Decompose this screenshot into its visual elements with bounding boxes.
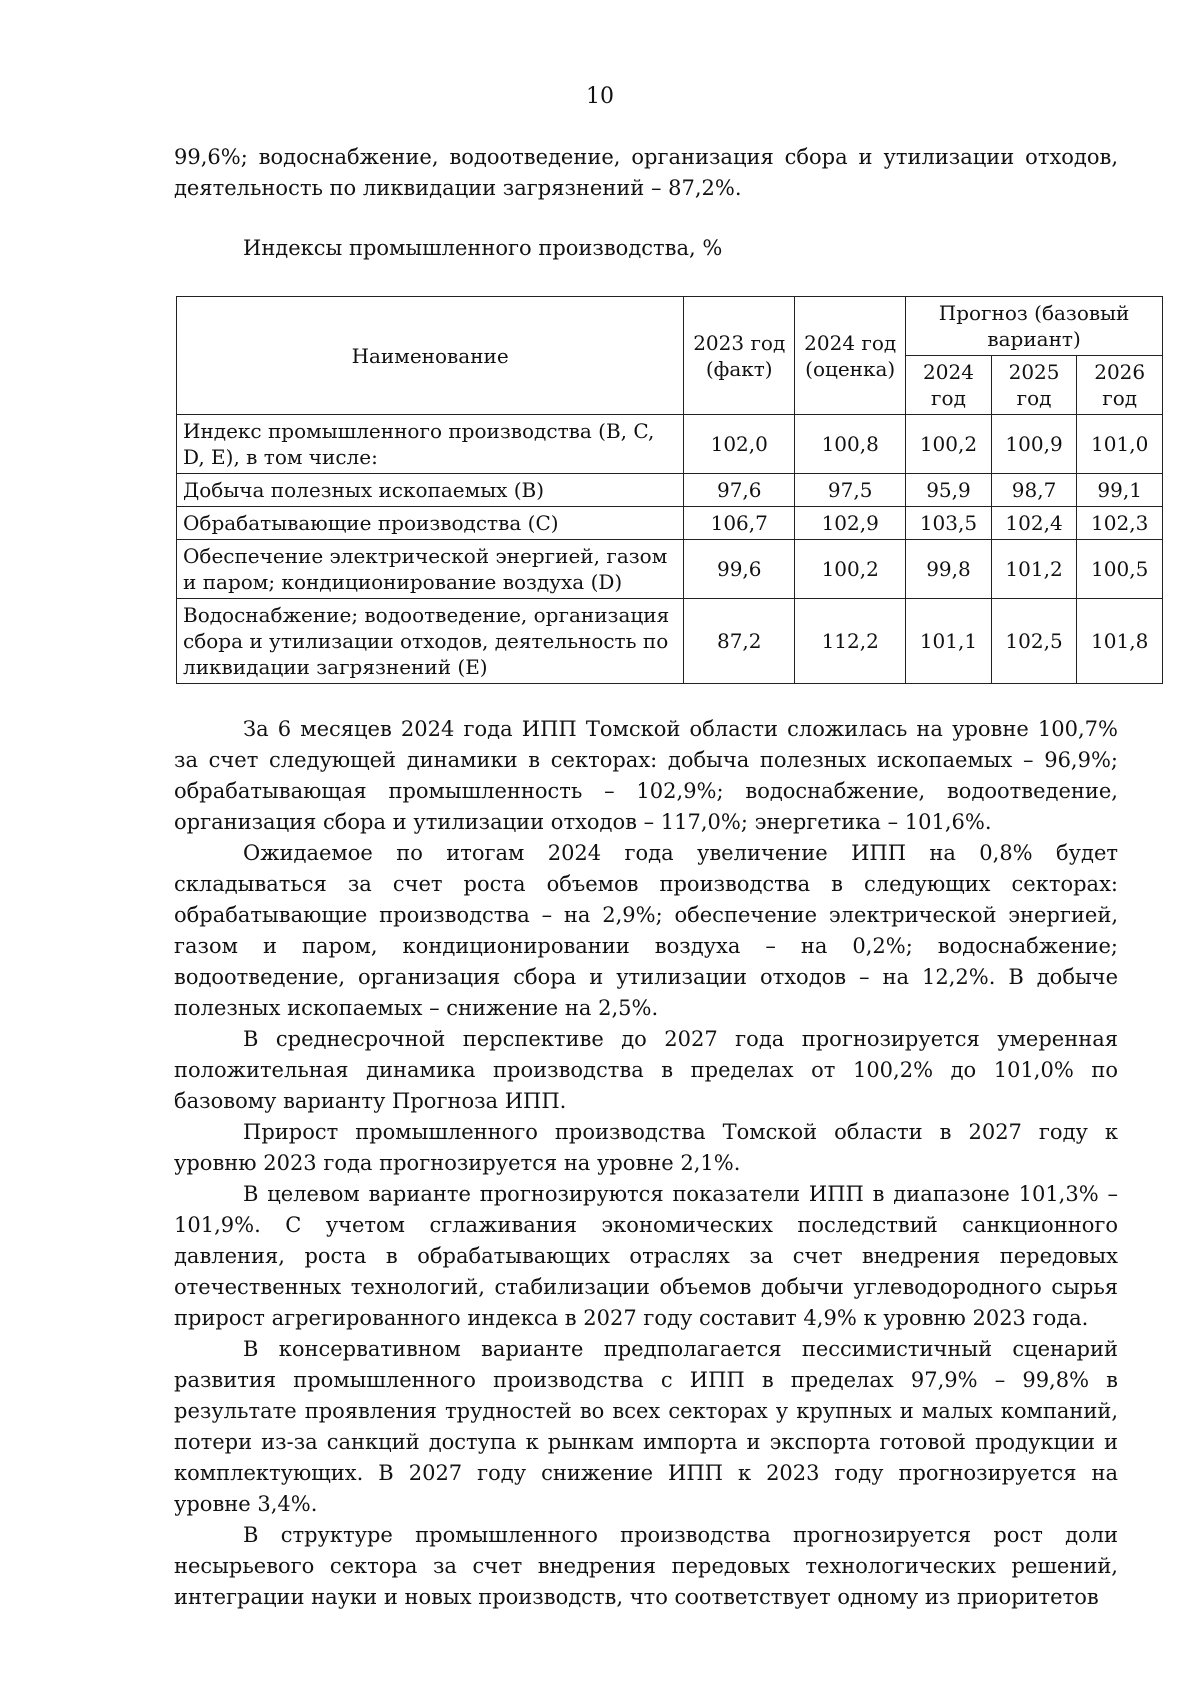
header-2023: 2023 год (факт) [684,297,795,415]
cell-2023: 102,0 [684,415,795,474]
cell-forecast-2025: 102,5 [991,599,1077,684]
row-name: Водоснабжение; водоотведение, организация сбора и утилизации отходов, деятельность по ликвидации загрязнений (E) [177,599,684,684]
body-paragraph: Ожидаемое по итогам 2024 года увеличение ИПП на 0,8% будет складываться за счет роста объемов производства в следующих секторах: обрабатывающие производства – на 2,9%; обеспечение электрической энергией, газом и паром, кондиционировании воздуха – на 0,2%; водоснабжение; водоотведение, организация сбора и утилизации отходов – на 12,2%. В добыче полезных ископаемых – снижение на 2,5%. [174,841,1118,1020]
cell-forecast-2025: 98,7 [991,474,1077,507]
row-name: Добыча полезных ископаемых (B) [177,474,684,507]
body-paragraph: Прирост промышленного производства Томской области в 2027 году к уровню 2023 года прогнозируется на уровне 2,1%. [174,1120,1118,1175]
cell-forecast-2024: 100,2 [906,415,992,474]
body-paragraph: В целевом варианте прогнозируются показатели ИПП в диапазоне 101,3% – 101,9%. С учетом сглаживания экономических последствий санкционного давления, роста в обрабатывающих отраслях за счет внедрения передовых отечественных технологий, стабилизации объемов добычи углеводородного сырья прирост агрегированного индекса в 2027 году составит 4,9% к уровню 2023 года. [174,1182,1118,1330]
cell-forecast-2025: 102,4 [991,507,1077,540]
table-caption: Индексы промышленного производства, % [243,236,723,260]
header-forecast-2024: 2024 год [906,356,992,415]
body-paragraph: В консервативном варианте предполагается пессимистичный сценарий развития промышленного производства с ИПП в пределах 97,9% – 99,8% в результате проявления трудностей во всех секторах у крупных и малых компаний, потери из-за санкций доступа к рынкам импорта и экспорта готовой продукции и комплектующих. В 2027 году снижение ИПП к 2023 году прогнозируется на уровне 3,4%. [174,1337,1118,1516]
cell-2024-estimate: 112,2 [795,599,906,684]
row-name: Обеспечение электрической энергией, газом и паром; кондиционирование воздуха (D) [177,540,684,599]
cell-2023: 87,2 [684,599,795,684]
cell-forecast-2024: 103,5 [906,507,992,540]
header-2024-estimate: 2024 год (оценка) [795,297,906,415]
cell-forecast-2025: 101,2 [991,540,1077,599]
cell-2023: 97,6 [684,474,795,507]
body-paragraph: За 6 месяцев 2024 года ИПП Томской области сложилась на уровне 100,7% за счет следующей динамики в секторах: добыча полезных ископаемых – 96,9%; обрабатывающая промышленность – 102,9%; водоснабжение, водоотведение, организация сбора и утилизации отходов – 117,0%; энергетика – 101,6%. [174,717,1118,834]
table-row [177,540,1163,599]
cell-forecast-2025: 100,9 [991,415,1077,474]
table-row [177,415,1163,474]
header-forecast-2026: 2026 год [1077,356,1163,415]
header-forecast-group: Прогноз (базовый вариант) [906,297,1163,356]
cell-forecast-2026: 102,3 [1077,507,1163,540]
cell-forecast-2026: 101,8 [1077,599,1163,684]
table-row [177,474,1163,507]
header-name: Наименование [177,297,684,415]
cell-forecast-2024: 95,9 [906,474,992,507]
page-number: 10 [586,84,614,109]
cell-forecast-2026: 100,5 [1077,540,1163,599]
cell-2023: 99,6 [684,540,795,599]
table-header-row [177,297,1163,356]
row-name: Индекс промышленного производства (B, C, D, E), в том числе: [177,415,684,474]
cell-forecast-2024: 99,8 [906,540,992,599]
cell-2024-estimate: 100,2 [795,540,906,599]
cell-2023: 106,7 [684,507,795,540]
cell-2024-estimate: 102,9 [795,507,906,540]
body-paragraph: В структуре промышленного производства прогнозируется рост доли несырьевого сектора за счет внедрения передовых технологических решений, интеграции науки и новых производств, что соответствует одному из приоритетов [174,1523,1118,1609]
body-paragraph: В среднесрочной перспективе до 2027 года прогнозируется умеренная положительная динамика производства в пределах от 100,2% до 101,0% по базовому варианту Прогноза ИПП. [174,1027,1118,1113]
industrial-index-table [176,296,1163,684]
cell-forecast-2024: 101,1 [906,599,992,684]
cell-2024-estimate: 100,8 [795,415,906,474]
table-row [177,599,1163,684]
cell-forecast-2026: 101,0 [1077,415,1163,474]
table-row [177,507,1163,540]
cell-2024-estimate: 97,5 [795,474,906,507]
cell-forecast-2026: 99,1 [1077,474,1163,507]
row-name: Обрабатывающие производства (C) [177,507,684,540]
header-forecast-2025: 2025 год [991,356,1077,415]
intro-paragraph: 99,6%; водоснабжение, водоотведение, организация сбора и утилизации отходов, деятельность по ликвидации загрязнений – 87,2%. [174,145,1118,200]
